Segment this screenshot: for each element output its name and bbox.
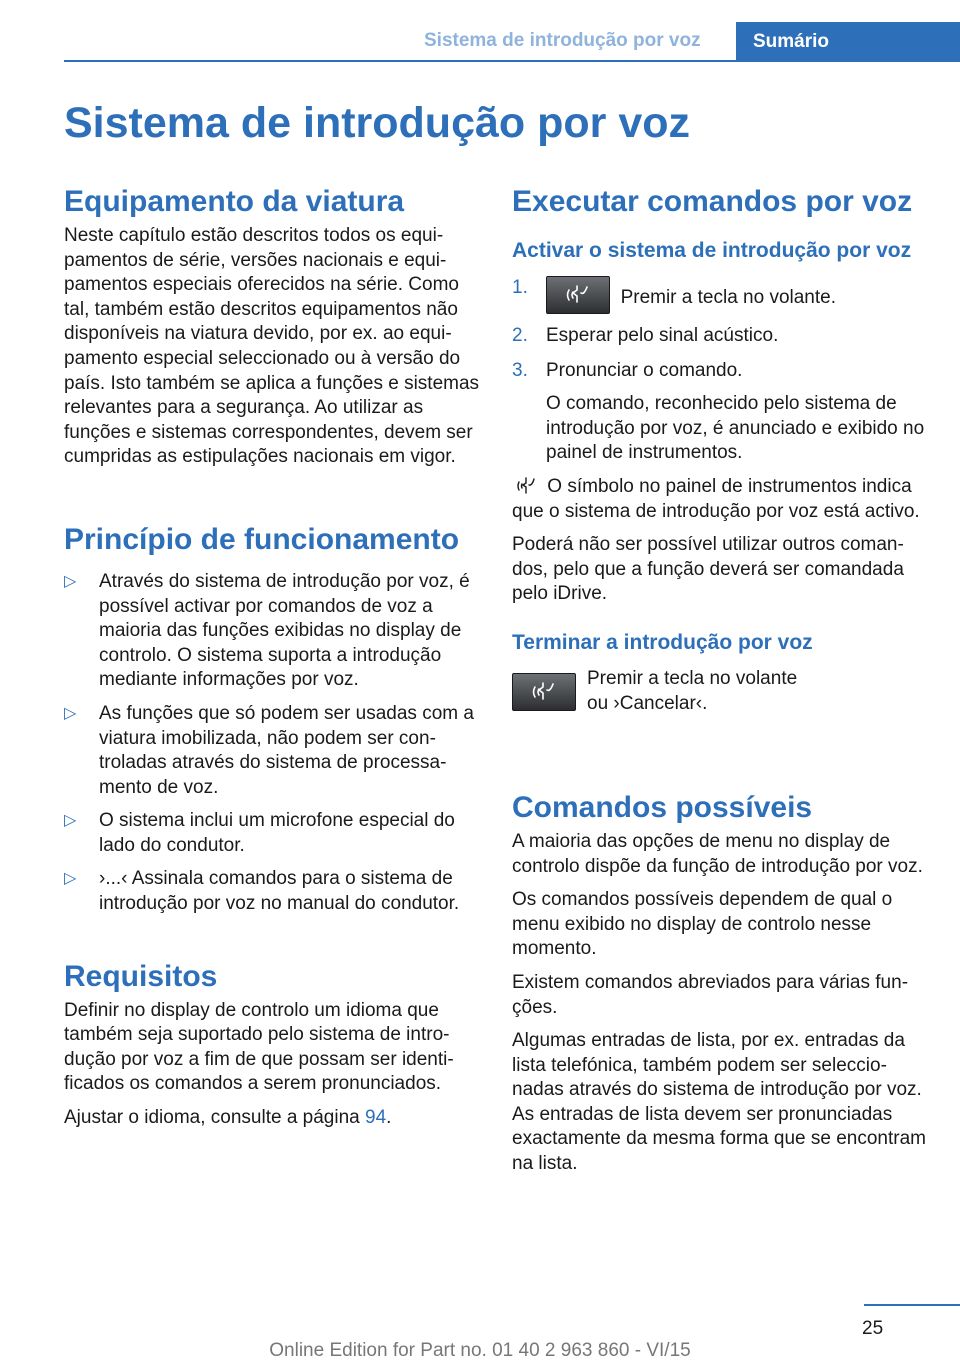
list-item: 3. Pronunciar o comando. O comando, reconhecido pelo sistema de introdução por voz, é anunciado e exibido no painel de instrumentos. [512, 359, 926, 466]
footer-edition: Online Edition for Part no. 01 40 2 963 860 - VI/15 [269, 1340, 691, 1361]
page-title: Sistema de introdução por voz [64, 99, 690, 147]
activate-heading: Activar o sistema de introdução por voz [512, 239, 912, 262]
header-rule [64, 60, 736, 62]
execute-heading: Executar comandos por voz [512, 185, 913, 218]
list-item: ▷ ›...‹ Assinala comandos para o sistema de introdução por voz no manual do condutor. [64, 868, 460, 915]
list-item: 1. Premir a tecla no volante. [512, 276, 926, 314]
end-instruction [512, 667, 926, 727]
other-commands-text: Poderá não ser possível utilizar outros comandos, pelo que a função deverá ser comandada pelo iDrive. [512, 534, 904, 605]
equipment-text: Neste capítulo estão descritos todos os equipamentos de série, versões nacionais e equipamentos especiais oferecidos na série. Como tal, também estão descritos equipamentos não disponíveis na viatura devido, por ex. ao equipamento especial seleccionado ou à versão do país. Isto também se aplica a funções e sistemas relevantes para a segurança. Ao utilizar as funções e sistemas correspondentes, devem ser cumpridas as estipulações nacionais em vigor. [64, 225, 480, 468]
principle-list [64, 570, 480, 917]
paragraph: Os comandos possíveis dependem de qual o menu exibido no display de controlo nesse momento. [512, 889, 893, 960]
list-item: 2. Esperar pelo sinal acústico. [512, 325, 779, 346]
activate-steps [512, 276, 926, 466]
triangle-bullet-icon: ▷ [64, 812, 77, 830]
list-item: ▷ O sistema inclui um microfone especial do lado do condutor. [64, 810, 455, 856]
possible-commands-heading: Comandos possíveis [512, 790, 813, 824]
list-item: ▷ As funções que só podem ser usadas com a viatura imobilizada, não podem ser controladas através do sistema de processamento de voz. [64, 702, 474, 798]
right-column [512, 180, 926, 1177]
triangle-bullet-icon: ▷ [64, 704, 77, 722]
principle-heading: Princípio de funcionamento [64, 522, 460, 556]
paragraph: A maioria das opções de menu no display de controlo dispõe da função de introdução por voz. [512, 830, 923, 877]
triangle-bullet-icon: ▷ [64, 572, 77, 590]
voice-key-icon [512, 673, 576, 711]
end-text-2: ou ›Cancelar‹. [587, 692, 708, 714]
footer-rule [864, 1304, 960, 1306]
end-text-1: Premir a tecla no volante [587, 667, 798, 689]
end-heading: Terminar a introdução por voz [512, 630, 813, 654]
language-reference: Ajustar o idioma, consulte a página 94. [64, 1107, 392, 1129]
page-number: 25 [862, 1318, 884, 1339]
list-item: ▷ Através do sistema de introdução por voz, é possível activar por comandos de voz a maioria das funções exibidas no display de controlo. O sistema suporta a introdução mediante informações por voz. [64, 570, 470, 691]
triangle-bullet-icon: ▷ [64, 870, 77, 888]
voice-symbol-icon [512, 476, 542, 497]
paragraph: Algumas entradas de lista, por ex. entradas da lista telefónica, também podem ser seleccionadas através do sistema de introdução por voz. As entradas de lista devem ser pronunciadas exactamente da mesma forma que se encontram na lista. [512, 1030, 926, 1175]
header-section-title: Sistema de introdução por voz [424, 30, 701, 51]
paragraph: Existem comandos abreviados para várias funções. [512, 971, 909, 1018]
page-link[interactable]: 94 [365, 1107, 387, 1129]
header-tab-contents[interactable]: Sumário [736, 22, 960, 62]
requirements-text: Definir no display de controlo um idioma que também seja suportado pelo sistema de introdução por voz a fim de que possam ser identificados os comandos a serem pronunciados. [64, 999, 454, 1095]
equipment-heading: Equipamento da viatura [64, 185, 405, 218]
voice-key-icon [546, 276, 610, 314]
requirements-heading: Requisitos [64, 959, 218, 993]
step-detail: O comando, reconhecido pelo sistema de introdução por voz, é anunciado e exibido no painel de instrumentos. [546, 393, 925, 464]
symbol-text: O símbolo no painel de instrumentos indica que o sistema de introdução por voz está activo. [512, 475, 920, 522]
left-column [64, 180, 480, 1131]
